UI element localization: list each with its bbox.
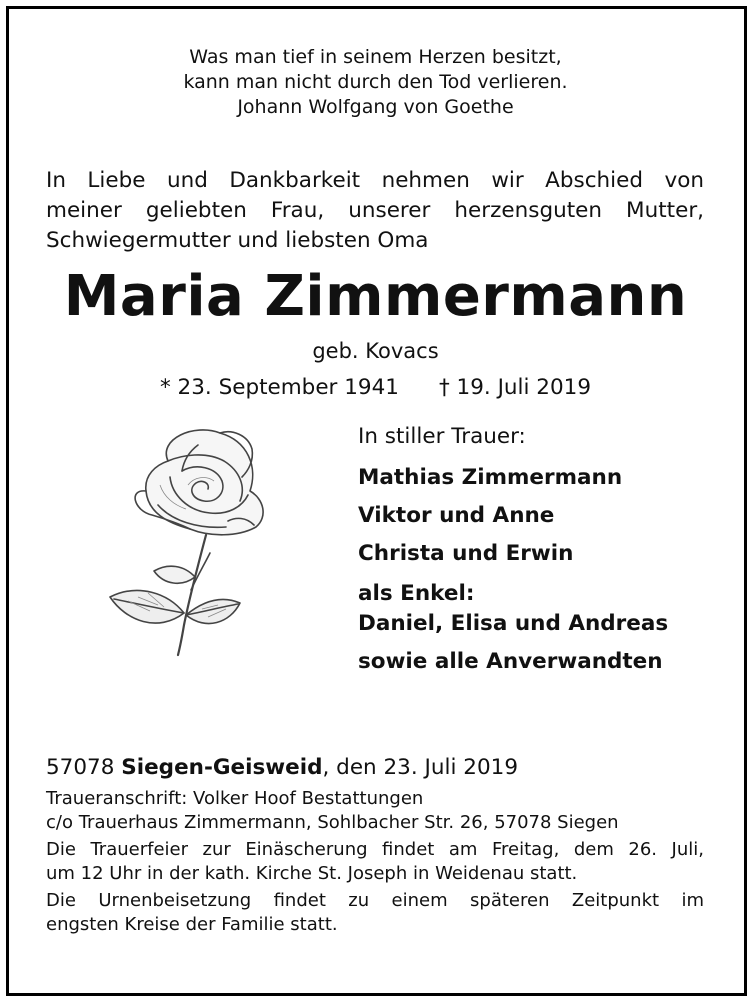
place-name: Siegen-Geisweid: [121, 755, 323, 780]
grandchildren-names: Daniel, Elisa und Andreas: [358, 611, 669, 636]
quote-line-1: Was man tief in seinem Herzen besitzt,: [189, 46, 562, 68]
quote-line-2: kann man nicht durch den Tod verlieren.: [183, 71, 568, 93]
life-dates: [0, 373, 751, 403]
ceremony-line-2: um 12 Uhr in der kath. Kirche St. Joseph in Weidenau statt.: [46, 863, 578, 884]
place-and-date: [46, 753, 704, 783]
deceased-name: Maria Zimmermann: [63, 264, 688, 329]
maiden-name: geb. Kovacs: [312, 339, 439, 363]
mourners-heading: In stiller Trauer:: [358, 424, 526, 449]
mourning-address: [46, 787, 704, 835]
notice-date: , den 23. Juli 2019: [322, 755, 518, 780]
urn-line-2: engsten Kreise der Familie statt.: [46, 914, 338, 935]
intro-line-2: meiner geliebten Frau, unserer herzensguten Mutter,: [46, 198, 704, 223]
death-date: † 19. Juli 2019: [438, 375, 592, 400]
intro-text: [46, 166, 704, 256]
relatives-closing: sowie alle Anverwandten: [358, 649, 663, 674]
mourner-name: Mathias Zimmermann: [358, 465, 623, 490]
rose-icon: [98, 425, 278, 660]
ceremony-info: [46, 838, 704, 886]
notice-footer: [46, 753, 704, 937]
mourner-name: Viktor und Anne: [358, 503, 555, 528]
grandchildren-label: als Enkel:: [358, 581, 475, 606]
intro-line-1: In Liebe und Dankbarkeit nehmen wir Abschied von: [46, 168, 704, 193]
birth-date: * 23. September 1941: [159, 375, 399, 400]
urn-line-1: Die Urnenbeisetzung findet zu einem späteren Zeitpunkt im: [46, 890, 704, 911]
goethe-quote: [0, 45, 751, 120]
ceremony-line-1: Die Trauerfeier zur Einäscherung findet am Freitag, dem 26. Juli,: [46, 839, 704, 860]
quote-author: Johann Wolfgang von Goethe: [237, 96, 514, 118]
postcode: 57078: [46, 755, 115, 780]
intro-line-3: Schwiegermutter und liebsten Oma: [46, 228, 429, 253]
mourner-name: Christa und Erwin: [358, 541, 574, 566]
urn-burial-info: [46, 889, 704, 937]
address-line-1: Traueranschrift: Volker Hoof Bestattungen: [46, 788, 424, 809]
mourners-block: [358, 421, 718, 681]
address-line-2: c/o Trauerhaus Zimmermann, Sohlbacher Str. 26, 57078 Siegen: [46, 812, 619, 833]
